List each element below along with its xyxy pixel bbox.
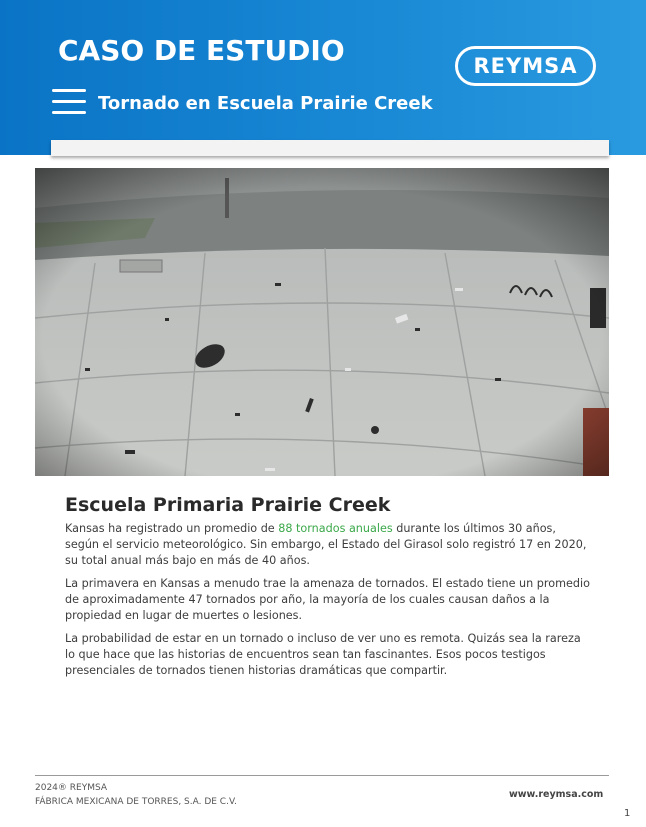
footer-info: [35, 781, 237, 809]
footer-company: FÁBRICA MEXICANA DE TORRES, S.A. DE C.V.: [35, 797, 237, 807]
case-study-subtitle: Tornado en Escuela Prairie Creek: [98, 93, 433, 114]
highlight-tornado-count: 88 tornados anuales: [278, 522, 393, 535]
page-number: 1: [624, 808, 631, 819]
case-study-title: CASO DE ESTUDIO: [58, 34, 345, 67]
footer-divider: [35, 775, 609, 776]
paragraph-1: Kansas ha registrado un promedio de 88 tornados anuales durante los últimos 30 años, según el servicio meteorológico. Sin embargo, el Estado del Girasol solo registró 17 en 2020, su total anual más bajo en más de 40 años.: [65, 522, 587, 567]
article-body: [65, 521, 590, 686]
footer-copyright: 2024® REYMSA: [35, 783, 108, 793]
reymsa-logo[interactable]: [455, 46, 596, 86]
tornado-photo: [35, 168, 609, 476]
hamburger-menu-icon[interactable]: [52, 89, 86, 117]
paragraph-3: La probabilidad de estar en un tornado o incluso de ver uno es remota. Quizás sea la rareza lo que hace que las historias de encuentros sean tan fascinantes. Esos pocos testigos presenciales de tornados tienen historias dramáticas que compartir.: [65, 632, 581, 677]
paragraph-2: La primavera en Kansas a menudo trae la amenaza de tornados. El estado tiene un promedio de aproximadamente 47 tornados por año, la mayoría de los cuales causan daños a la propiedad en lugar de muertes o lesiones.: [65, 577, 590, 622]
header-shadow-bar: [51, 140, 609, 156]
footer-website-link[interactable]: www.reymsa.com: [509, 789, 604, 800]
header-banner: [0, 0, 646, 155]
logo-text: REYMSA: [473, 54, 578, 78]
tornado-photo-graphic: [35, 168, 609, 476]
article-heading: Escuela Primaria Prairie Creek: [65, 494, 391, 516]
